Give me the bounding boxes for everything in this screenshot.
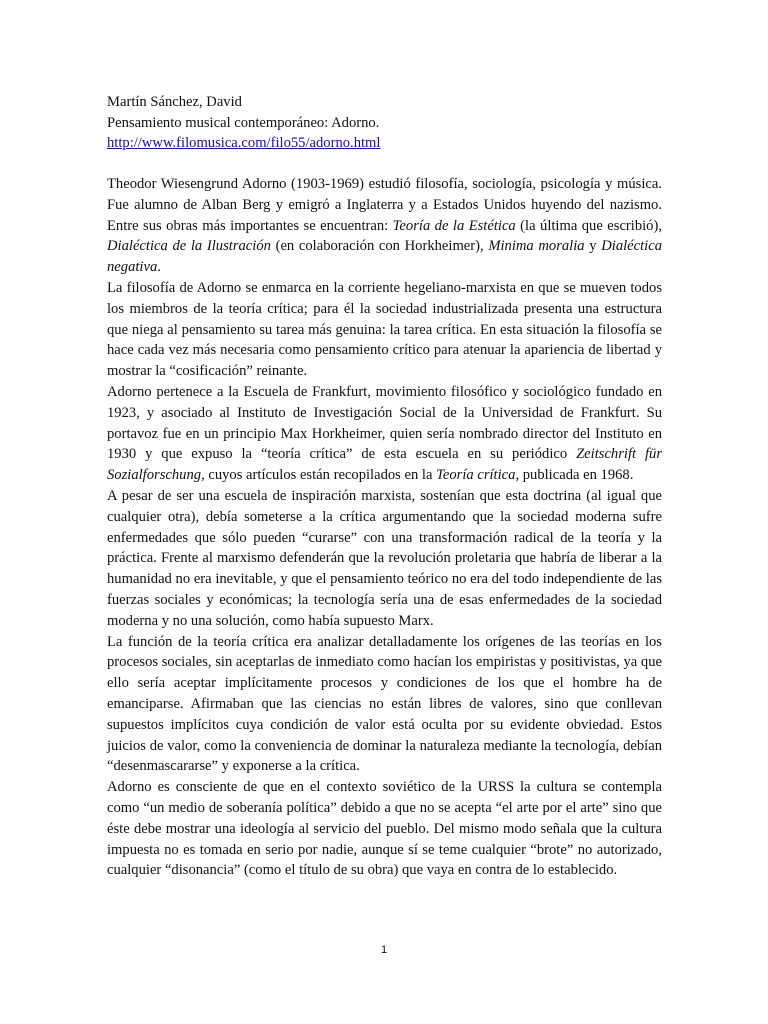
paragraph-frankfurt-school: Adorno pertenece a la Escuela de Frankfurt, movimiento filosófico y sociológico fundado en 1923, y asociado al Instituto de Investigación Social de la Universidad de Frankfurt. Su portavoz fue en un principio Max Horkheimer, quien sería nombrado director del Instituto en 1930 y que expuso la “teoría crítica” de esta escuela en su periódico Zeitschrift für Sozialforschung, cuyos artículos están recopilados en la Teoría crítica, publicada en 1968.	[107, 383, 662, 484]
author-line: Martín Sánchez, David	[107, 94, 242, 110]
paragraph-philosophy: La filosofía de Adorno se enmarca en la corriente hegeliano-marxista en que se mueven todos los miembros de la teoría crítica; para él la sociedad industrializada presenta una estructura que niega al pensamiento su tarea más genuina: la tarea crítica. En esta situación la filosofía se hace cada vez más necesaria como pensamiento crítico para atenuar la apariencia de libertad y mostrar la “cosificación” reinante.	[107, 279, 662, 380]
paragraph-marxism: A pesar de ser una escuela de inspiración marxista, sostenían que esta doctrina (al igual que cualquier otra), debía someterse a la crítica argumentando que la sociedad moderna sufre enfermedades que sólo pueden “curarse” con una transformación radical de la teoría y la práctica. Frente al marxismo defenderán que la revolución proletaria que habría de liberar a la humanidad no era inevitable, y que el pensamiento teórico no era del todo independiente de las fuerzas sociales y económicas; la tecnología sería una de esas enfermedades de la sociedad moderna y no una solución, como había supuesto Marx.	[107, 487, 662, 629]
book-title: Teoría crítica	[436, 467, 516, 484]
work-title: Dialéctica de la Ilustración	[107, 238, 271, 255]
work-title: Minima moralia	[488, 238, 585, 255]
article-title: Pensamiento musical contemporáneo: Adorno.	[107, 114, 380, 131]
document-body	[107, 174, 662, 881]
journal-title: Zeitschrift für Sozialforschung	[107, 446, 662, 484]
source-link[interactable]: http://www.filomusica.com/filo55/adorno.html	[107, 135, 381, 151]
paragraph-intro: Theodor Wiesengrund Adorno (1903-1969) estudió filosofía, sociología, psicología y música. Fue alumno de Alban Berg y emigró a Inglaterra y a Estados Unidos huyendo del nazismo. Entre sus obras más importantes se encuentran: Teoría de la Estética (la última que escribió), Dialéctica de la Ilustración (en colaboración con Horkheimer), Minima moralia y Dialéctica negativa.	[107, 176, 663, 276]
paragraph-soviet-culture: Adorno es consciente de que en el contexto soviético de la URSS la cultura se contempla como “un medio de soberanía política” debido a que no se acepta “el arte por el arte” sino que éste debe mostrar una ideología al servicio del pueblo. Del mismo modo señala que la cultura impuesta no es tomada en serio por nadie, aunque sí se teme cualquier “brote” no autorizado, cualquier “disonancia” (como el título de su obra) que vaya en contra de lo establecido.	[107, 779, 662, 879]
work-title: Teoría de la Estética	[392, 217, 516, 234]
work-title: Dialéctica negativa	[107, 238, 663, 276]
page-number: 1	[380, 944, 388, 956]
paragraph-critical-theory: La función de la teoría crítica era analizar detalladamente los orígenes de las teorías en los procesos sociales, sin aceptarlas de inmediato como hacían los empiristas y positivistas, ya que ello sería aceptar implícitamente procesos y condiciones de los que el hombre ha de emanciparse. Afirmaban que las ciencias no están libres de valores, sino que conllevan supuestos implícitos cuya condición de valor está oculta por su evidente obviedad. Estos juicios de valor, como la conveniencia de dominar la naturaleza mediante la tecnología, debían “desenmascararse” y exponerse a la crítica.	[107, 633, 662, 775]
document-header	[107, 92, 667, 154]
